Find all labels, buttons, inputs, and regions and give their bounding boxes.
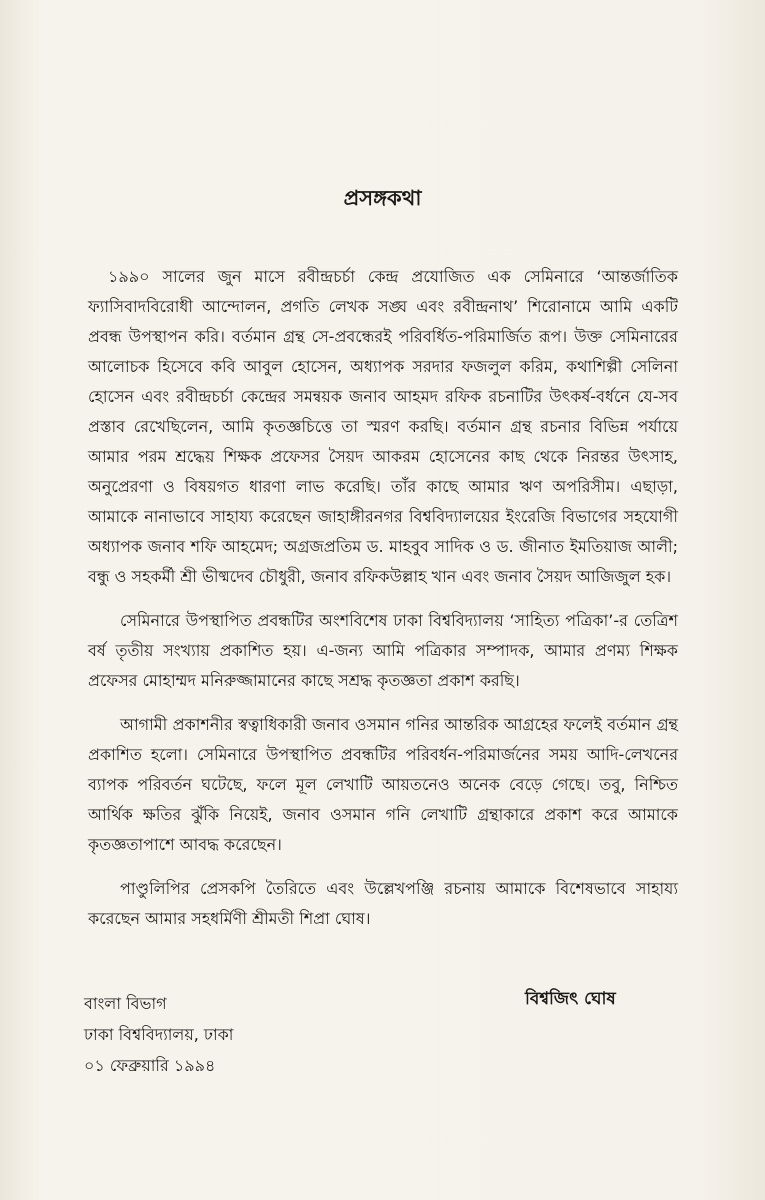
paragraph-3: আগামী প্রকাশনীর স্বত্বাধিকারী জনাব ওসমান গনির আন্তরিক আগ্রহের ফলেই বর্তমান গ্রন্থ প্রকাশিত হলো। সেমিনারে উপস্থাপিত প্রবন্ধটির পরিবর্ধন-পরিমার্জনের সময় আদি-লেখনের ব্যাপক পরিবর্তন ঘটেছে, ফলে মূল লেখাটি আয়তনেও অনেক বেড়ে গেছে। তবু, নিশ্চিত আর্থিক ক্ষতির ঝুঁকি নিয়েই, জনাব ওসমান গনি লেখাটি গ্রন্থাকারে প্রকাশ করে আমাকে কৃতজ্ঞতাপাশে আবদ্ধ করেছেন।: [88, 715, 678, 854]
department-label: বাংলা বিভাগ: [84, 994, 167, 1013]
date-label: ০১ ফেব্রুয়ারি ১৯৯৪: [84, 1056, 216, 1075]
paragraph-4: পাণ্ডুলিপির প্রেসকপি তৈরিতে এবং উল্লেখপঞ্জি রচনায় আমাকে বিশেষভাবে সাহায্য করেছেন আমার সহধর্মিণী শ্রীমতী শিপ্রা ঘোষ।: [88, 879, 678, 928]
page-title: প্রসঙ্গকথা: [343, 186, 422, 210]
author-name: বিশ্বজিৎ ঘোষ: [525, 989, 616, 1009]
author-affiliation: [84, 988, 233, 1081]
university-label: ঢাকা বিশ্ববিদ্যালয়, ঢাকা: [84, 1025, 234, 1044]
paragraph-2: সেমিনারে উপস্থাপিত প্রবন্ধটির অংশবিশেষ ঢাকা বিশ্ববিদ্যালয় ‘সাহিত্য পত্রিকা’-র তেত্রিশ বর্ষ তৃতীয় সংখ্যায় প্রকাশিত হয়। এ-জন্য আমি পত্রিকার সম্পাদক, আমার প্রণম্য শিক্ষক প্রফেসর মোহাম্মদ মনিরুজ্জামানের কাছে সশ্রদ্ধ কৃতজ্ঞতা প্রকাশ করছি।: [88, 611, 678, 690]
preface-body: [88, 262, 678, 948]
paragraph-1: ১৯৯০ সালের জুন মাসে রবীন্দ্রচর্চা কেন্দ্র প্রযোজিত এক সেমিনারে ‘আন্তর্জাতিক ফ্যাসিবাদবিরোধী আন্দোলন, প্রগতি লেখক সঙ্ঘ এবং রবীন্দ্রনাথ’ শিরোনামে আমি একটি প্রবন্ধ উপস্থাপন করি। বর্তমান গ্রন্থ সে-প্রবন্ধেরই পরিবর্ধিত-পরিমার্জিত রূপ। উক্ত সেমিনারের আলোচক হিসেবে কবি আবুল হোসেন, অধ্যাপক সরদার ফজলুল করিম, কথাশিল্পী সেলিনা হোসেন এবং রবীন্দ্রচর্চা কেন্দ্রের সমন্বয়ক জনাব আহমদ রফিক রচনাটির উৎকর্ষ-বর্ধনে যে-সব প্রস্তাব রেখেছিলেন, আমি কৃতজ্ঞচিত্তে তা স্মরণ করছি। বর্তমান গ্রন্থ রচনার বিভিন্ন পর্যায়ে আমার পরম শ্রদ্ধেয় শিক্ষক প্রফেসর সৈয়দ আকরম হোসেনের কাছ থেকে নিরন্তর উৎসাহ, অনুপ্রেরণা ও বিষয়গত ধারণা লাভ করেছি। তাঁর কাছে আমার ঋণ অপরিসীম। এছাড়া, আমাকে নানাভাবে সাহায্য করেছেন জাহাঙ্গীরনগর বিশ্ববিদ্যালয়ের ইংরেজি বিভাগের সহযোগী অধ্যাপক জনাব শফি আহমেদ; অগ্রজপ্রতিম ড. মাহবুব সাদিক ও ড. জীনাত ইমতিয়াজ আলী; বন্ধু ও সহকর্মী শ্রী ভীষ্মদেব চৌধুরী, জনাব রফিকউল্লাহ খান এবং জনাব সৈয়দ আজিজুল হক।: [88, 267, 678, 586]
